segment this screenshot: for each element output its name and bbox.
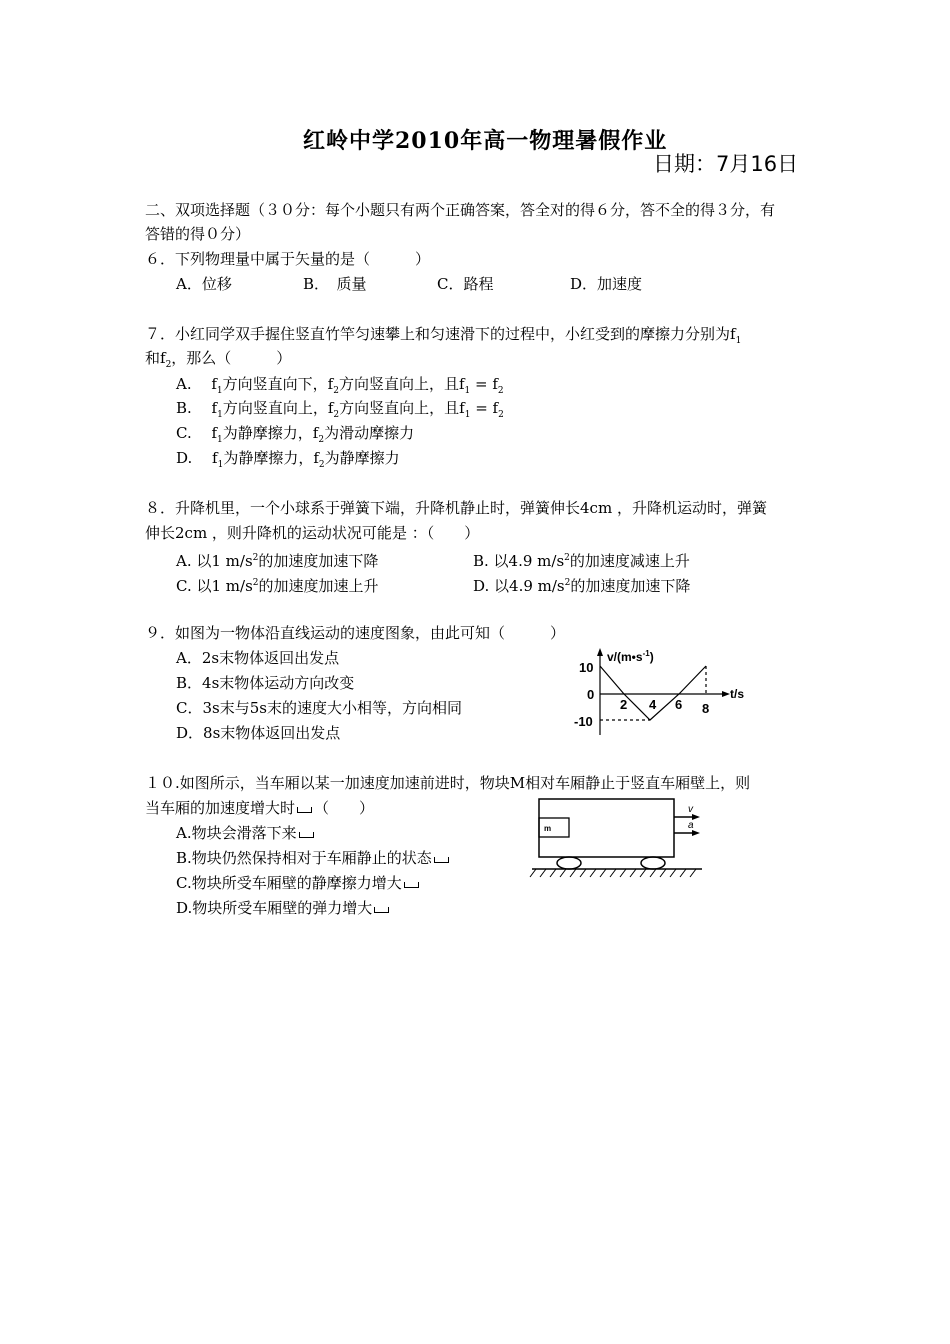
date-label: 日期：7月16日	[653, 152, 799, 176]
q8-stem-line2: 伸长2cm ，则升降机的运动状况可能是 ：（ ）	[145, 524, 480, 542]
q6-option-c: C．路程	[437, 275, 494, 293]
q6-stem: ６．下列物理量中属于矢量的是（ ）	[145, 250, 431, 268]
graph-y-tick-10: 10	[579, 660, 594, 675]
block-label: m	[544, 824, 552, 833]
layout-mark-icon	[299, 832, 314, 838]
q10-option-c: C.物块所受车厢壁的静摩擦力增大	[176, 873, 419, 893]
graph-y-tick-neg10: -10	[574, 714, 593, 729]
q6-option-d: D．加速度	[570, 275, 643, 293]
acceleration-label: a	[688, 820, 694, 831]
q9-option-c: C．3s末与5s末的速度大小相等，方向相同	[176, 699, 462, 717]
page-title: 红岭中学2010年高一物理暑假作业	[303, 128, 668, 154]
q7-stem-line2: 和$f_2$，那么（ ）	[145, 349, 292, 370]
graph-x-tick-2: 2	[620, 697, 628, 712]
q10-stem-line1: １０.如图所示，当车厢以某一加速度加速前进时，物块M相对车厢静止于竖直车厢壁上，则	[145, 774, 751, 792]
q7-option-c: C. $f_1$为静摩擦力，$f_2$为滑动摩擦力	[176, 424, 415, 445]
graph-y-label: $v/(m•s^{-1})$	[607, 649, 654, 664]
carriage-figure	[528, 795, 706, 880]
graph-x-tick-4: 4	[649, 697, 657, 712]
q6-option-a: A．位移	[176, 275, 232, 293]
velocity-label: v	[688, 804, 693, 815]
graph-y-axis-arrow	[597, 648, 603, 656]
q10-stem-line2: 当车厢的加速度增大时 （ ）	[145, 799, 375, 817]
q8-option-a: A. 以1 $m/s^2$的加速度加速下降	[176, 552, 379, 570]
section-heading-line1: 二、双项选择题（３０分：每个小题只有两个正确答案，答全对的得６分，答不全的得３分，有	[145, 201, 776, 219]
layout-mark-icon	[434, 857, 449, 863]
q6-option-b: B． 质量	[303, 275, 367, 293]
q9-option-d: D．8s末物体返回出发点	[176, 724, 341, 742]
q8-option-d: D. 以4.9 $m/s^2$的加速度加速下降	[473, 577, 691, 595]
graph-x-label: t/s	[730, 687, 745, 701]
q10-option-d: D.物块所受车厢壁的弹力增大	[176, 898, 389, 918]
carriage-body	[539, 799, 674, 857]
q8-option-b: B. 以4.9 $m/s^2$的加速度减速上升	[473, 552, 690, 570]
graph-y-tick-0: 0	[587, 687, 595, 702]
q8-option-c: C. 以1 $m/s^2$的加速度加速上升	[176, 577, 379, 595]
q9-stem: ９．如图为一物体沿直线运动的速度图象，由此可知（ ）	[145, 624, 566, 642]
right-wheel	[641, 857, 665, 869]
q9-option-a: A．2s末物体返回出发点	[176, 649, 340, 667]
layout-mark-icon	[297, 807, 312, 813]
q10-option-b: B.物块仍然保持相对于车厢静止的状态	[176, 848, 449, 868]
section-heading-line2: 答错的得０分）	[145, 225, 251, 243]
layout-mark-icon	[404, 882, 419, 888]
q9-option-b: B．4s末物体运动方向改变	[176, 674, 355, 692]
velocity-time-graph	[565, 645, 750, 740]
ground-hatch	[530, 869, 696, 877]
q10-option-a: A.物块会滑落下来	[176, 823, 314, 843]
q7-option-a: A. $f_1$方向竖直向下，$f_2$方向竖直向上，且$f_1 = f_2$	[176, 375, 504, 396]
q7-option-d: D. $f_1$为静摩擦力，$f_2$为静摩擦力	[176, 449, 400, 470]
graph-x-tick-6: 6	[675, 697, 683, 712]
q7-option-b: B. $f_1$方向竖直向上，$f_2$方向竖直向上，且$f_1 = f_2$	[176, 399, 504, 420]
q7-stem-line1: ７．小红同学双手握住竖直竹竿匀速攀上和匀速滑下的过程中，小红受到的摩擦力分别为$f_1$	[145, 325, 742, 346]
graph-x-axis-arrow	[722, 691, 730, 697]
layout-mark-icon	[374, 907, 389, 913]
left-wheel	[557, 857, 581, 869]
graph-x-tick-8: 8	[702, 701, 710, 716]
q8-stem-line1: ８．升降机里，一个小球系于弹簧下端，升降机静止时，弹簧伸长4cm ，升降机运动时，弹簧	[145, 499, 767, 517]
